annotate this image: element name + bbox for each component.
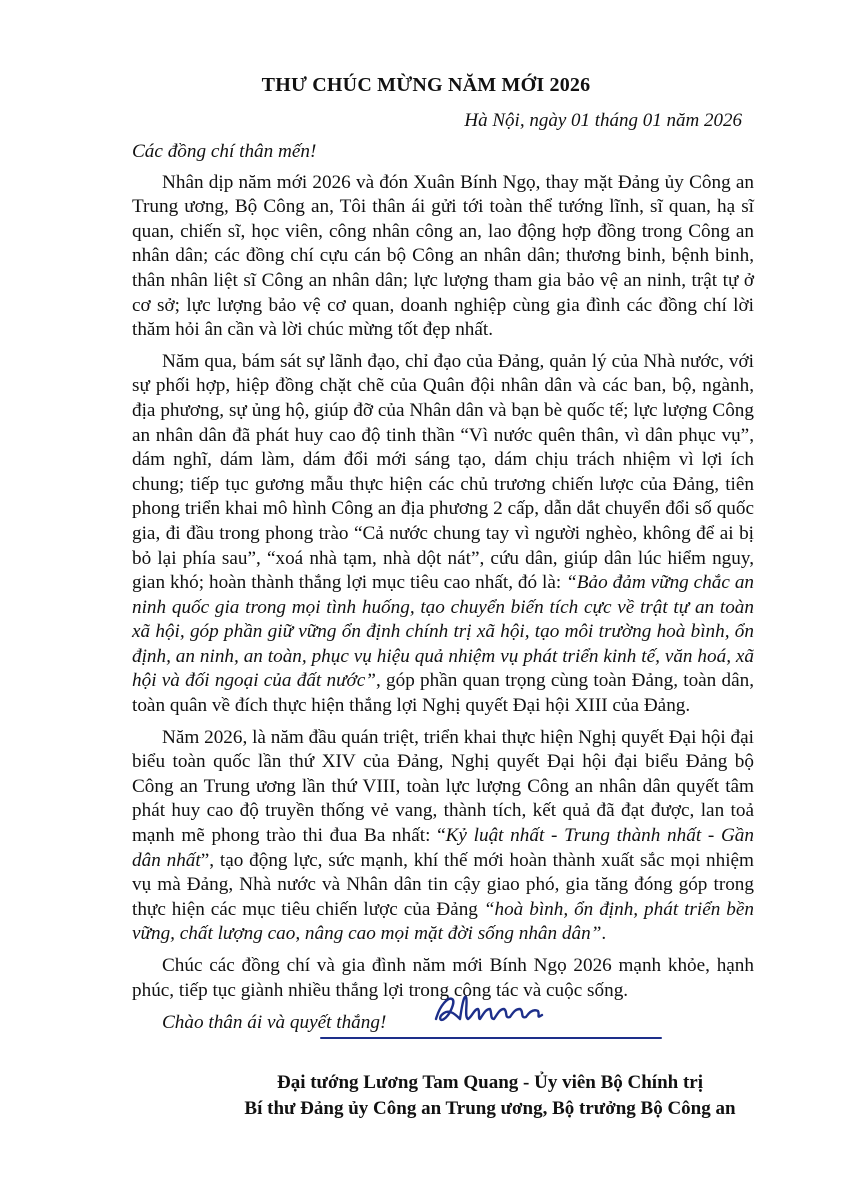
paragraph-1: Nhân dịp năm mới 2026 và đón Xuân Bính Ngọ, thay mặt Đảng ủy Công an Trung ương, Bộ Công an, Tôi thân ái gửi tới toàn thể tướng lĩnh, sĩ quan, hạ sĩ quan, chiến sĩ, học viên, công nhân công an, lao động hợp đồng trong Công an nhân dân; các đồng chí cựu cán bộ Công an nhân dân; thương binh, bệnh binh, thân nhân liệt sĩ Công an nhân dân; lực lượng tham gia bảo vệ an ninh, trật tự ở cơ sở; lực lượng bảo vệ cơ quan, doanh nghiệp cùng gia đình các đồng chí lời thăm hỏi ân cần và lời chúc mừng tốt đẹp nhất. (132, 171, 754, 341)
signature-underline (320, 1037, 662, 1039)
greeting: Các đồng chí thân mến! (132, 141, 317, 162)
paragraph-2-quote: “Bảo đảm vững chắc an ninh quốc gia trong mọi tình huống, tạo chuyển biến tích cực về trật tự an toàn xã hội, góp phần giữ vững ổn định chính trị xã hội, tạo môi trường hoà bình, ổn định, an ninh, an toàn, phục vụ hiệu quả nhiệm vụ phát triển kinh tế, văn hoá, xã hội và đối ngoại của đất nước” (132, 572, 755, 692)
farewell: Chào thân ái và quyết thắng! (162, 1012, 387, 1034)
paragraph-4: Chúc các đồng chí và gia đình năm mới Bính Ngọ 2026 mạnh khỏe, hạnh phúc, tiếp tục giành nhiều thắng lợi trong công tác và cuộc sống. (132, 955, 754, 1001)
letter-body (132, 140, 754, 1036)
paragraph-2 (132, 350, 754, 719)
paragraph-2-end: , góp phần quan trọng cùng toàn Đảng, toàn dân, toàn quân về đích thực hiện thắng lợi Nghị quyết Đại hội XIII của Đảng. (132, 670, 755, 717)
paragraph-3-intro: Năm 2026, là năm đầu quán triệt, triển khai thực hiện Nghị quyết Đại hội đại biểu toàn quốc lần thứ XIV của Đảng, Nghị quyết Đại hội đại biểu Đảng bộ Công an Trung ương lần thứ VIII, toàn lực lượng Công an nhân dân quyết tâm phát huy cao độ truyền thống vẻ vang, thành tích, kết quả đã đạt được, lan toả mạnh mẽ phong trào thi đua Ba nhất: “ (132, 726, 754, 847)
signer-line-1: Đại tướng Lương Tam Quang - Ủy viên Bộ Chính trị (276, 1072, 704, 1093)
paragraph-3-end: . (601, 923, 607, 945)
paragraph-2-intro: Năm qua, bám sát sự lãnh đạo, chỉ đạo của Đảng, quản lý của Nhà nước, với sự phối hợp, hiệp đồng chặt chẽ của Quân đội nhân dân và các ban, bộ, ngành, địa phương, sự ủng hộ, giúp đỡ của Nhân dân và bạn bè quốc tế; lực lượng Công an nhân dân đã phát huy cao độ tinh thần “Vì nước quên thân, vì dân phục vụ”, dám nghĩ, dám làm, dám đổi mới sáng tạo, dám chịu trách nhiệm vì lợi ích chung; tiếp tục gương mẫu thực hiện các chủ trương chiến lược của Đảng, tiên phong triển khai mô hình Công an địa phương 2 cấp, dẫn dắt chuyển đổi số quốc gia, đi đầu trong phong trào “Cả nước chung tay vì người nghèo, không để ai bị bỏ lại phía sau”, “xoá nhà tạm, nhà dột nát”, cứu dân, giúp dân lúc hiểm nguy, gian khó; hoàn thành thắng lợi mục tiêu cao nhất, đó là: (132, 350, 754, 594)
paragraph-3-motto: Kỷ luật nhất - Trung thành nhất - Gần dân nhất (132, 825, 754, 871)
dateline: Hà Nội, ngày 01 tháng 01 năm 2026 (464, 110, 742, 131)
paragraph-3 (132, 726, 754, 947)
handwritten-signature (430, 985, 550, 1035)
paragraph-3-quote: “hoà bình, ổn định, phát triển bền vững, chất lượng cao, nâng cao mọi mặt đời sống nhân dân” (132, 898, 754, 945)
letter-title: THƯ CHÚC MỪNG NĂM MỚI 2026 (261, 74, 591, 96)
paragraph-3-mid: ”, tạo động lực, sức mạnh, khí thế mới hoàn thành xuất sắc mọi nhiệm vụ mà Đảng, Nhà nước và Nhân dân tin cậy giao phó, gia tăng đóng góp trong thực hiện các mục tiêu chiến lược của Đảng (132, 849, 754, 920)
signer-line-2: Bí thư Đảng ủy Công an Trung ương, Bộ trưởng Bộ Công an (244, 1098, 736, 1119)
signer-block (240, 1070, 740, 1122)
